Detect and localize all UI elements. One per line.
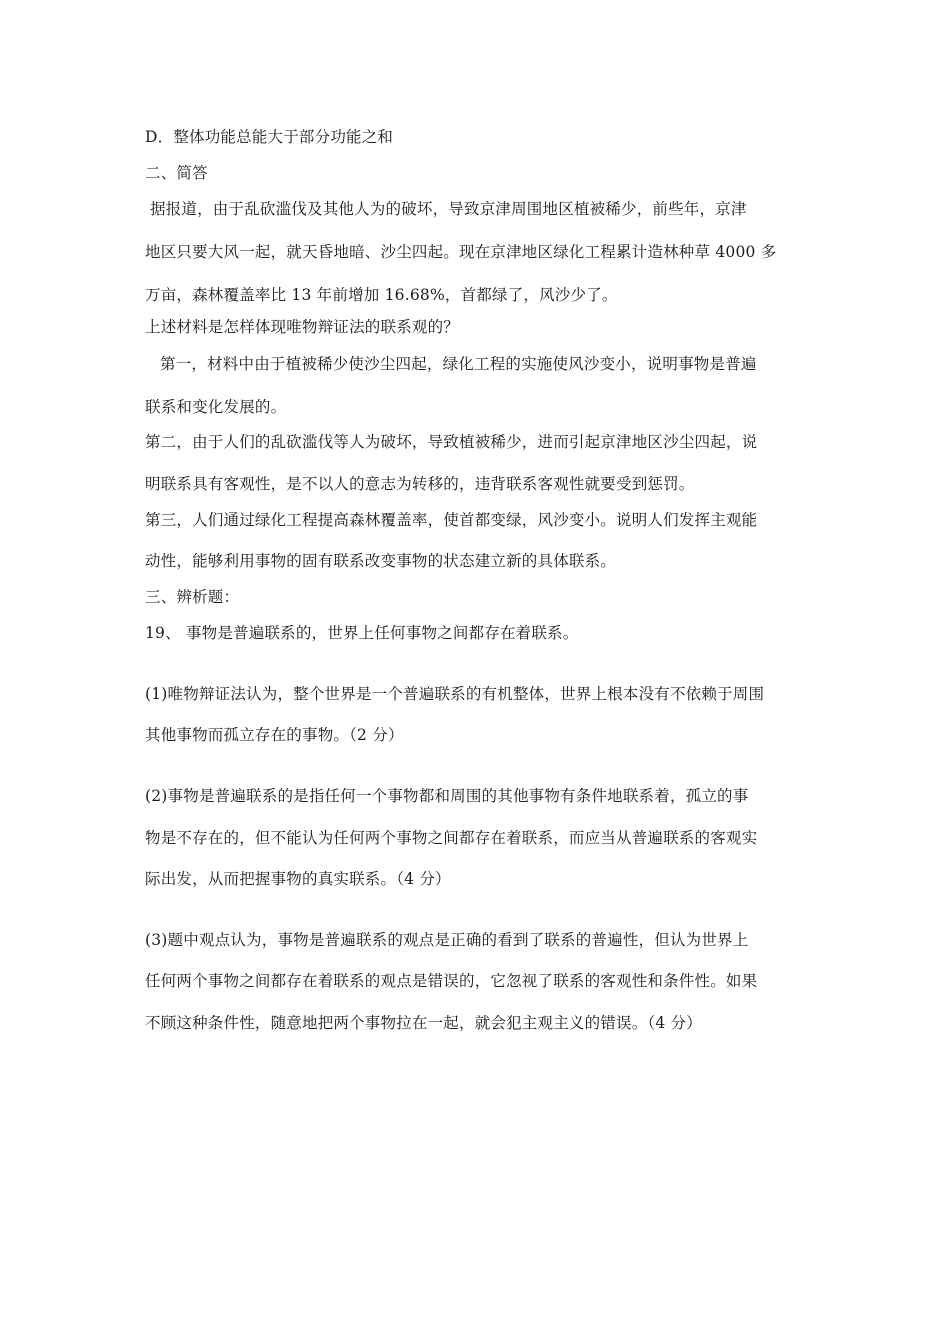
- material-line-3: 万亩，森林覆盖率比 13 年前增加 16.68%，首都绿了，风沙少了。: [145, 286, 618, 304]
- material-line-1: 据报道，由于乱砍滥伐及其他人为的破坏，导致京津周围地区植被稀少，前些年，京津: [150, 200, 747, 218]
- question-line: 上述材料是怎样体现唯物辩证法的联系观的？: [145, 318, 460, 336]
- answer-1-line-2: 联系和变化发展的。: [145, 398, 287, 416]
- answer-3-line-1: 第三，人们通过绿化工程提高森林覆盖率，使首都变绿，风沙变小。说明人们发挥主观能: [145, 511, 758, 529]
- point-3-line-2: 任何两个事物之间都存在着联系的观点是错误的，它忽视了联系的客观性和条件性。如果: [145, 972, 758, 990]
- answer-3-line-2: 动性，能够利用事物的固有联系改变事物的状态建立新的具体联系。: [145, 552, 617, 570]
- section-2-heading: 二、简答: [145, 164, 208, 182]
- answer-1-line-1: 第一，材料中由于植被稀少使沙尘四起，绿化工程的实施使风沙变小，说明事物是普遍: [160, 355, 757, 373]
- point-2-line-2: 物是不存在的，但不能认为任何两个事物之间都存在着联系，而应当从普遍联系的客观实: [145, 829, 758, 847]
- point-2-line-1: (2)事物是普遍联系的是指任何一个事物都和周围的其他事物有条件地联系着，孤立的事: [145, 787, 749, 805]
- point-2-line-3: 际出发，从而把握事物的真实联系。（4 分）: [145, 870, 451, 888]
- section-3-heading: 三、辨析题：: [145, 588, 240, 606]
- material-line-2: 地区只要大风一起，就天昏地暗、沙尘四起。现在京津地区绿化工程累计造林种草 4000 多: [145, 243, 777, 261]
- point-3-line-1: (3)题中观点认为，事物是普遍联系的观点是正确的看到了联系的普遍性，但认为世界上: [145, 931, 749, 949]
- question-19-line: 19、 事物是普遍联系的，世界上任何事物之间都存在着联系。: [145, 624, 579, 642]
- option-d-line: D．整体功能总能大于部分功能之和: [145, 128, 394, 146]
- point-3-line-3: 不顾这种条件性，随意地把两个事物拉在一起，就会犯主观主义的错误。（4 分）: [145, 1014, 702, 1032]
- answer-2-line-1: 第二，由于人们的乱砍滥伐等人为破坏，导致植被稀少，进而引起京津地区沙尘四起，说: [145, 433, 758, 451]
- point-1-line-1: (1)唯物辩证法认为，整个世界是一个普遍联系的有机整体，世界上根本没有不依赖于周围: [145, 685, 765, 703]
- point-1-line-2: 其他事物而孤立存在的事物。（2 分）: [145, 726, 404, 744]
- answer-2-line-2: 明联系具有客观性，是不以人的意志为转移的，违背联系客观性就要受到惩罚。: [145, 475, 695, 493]
